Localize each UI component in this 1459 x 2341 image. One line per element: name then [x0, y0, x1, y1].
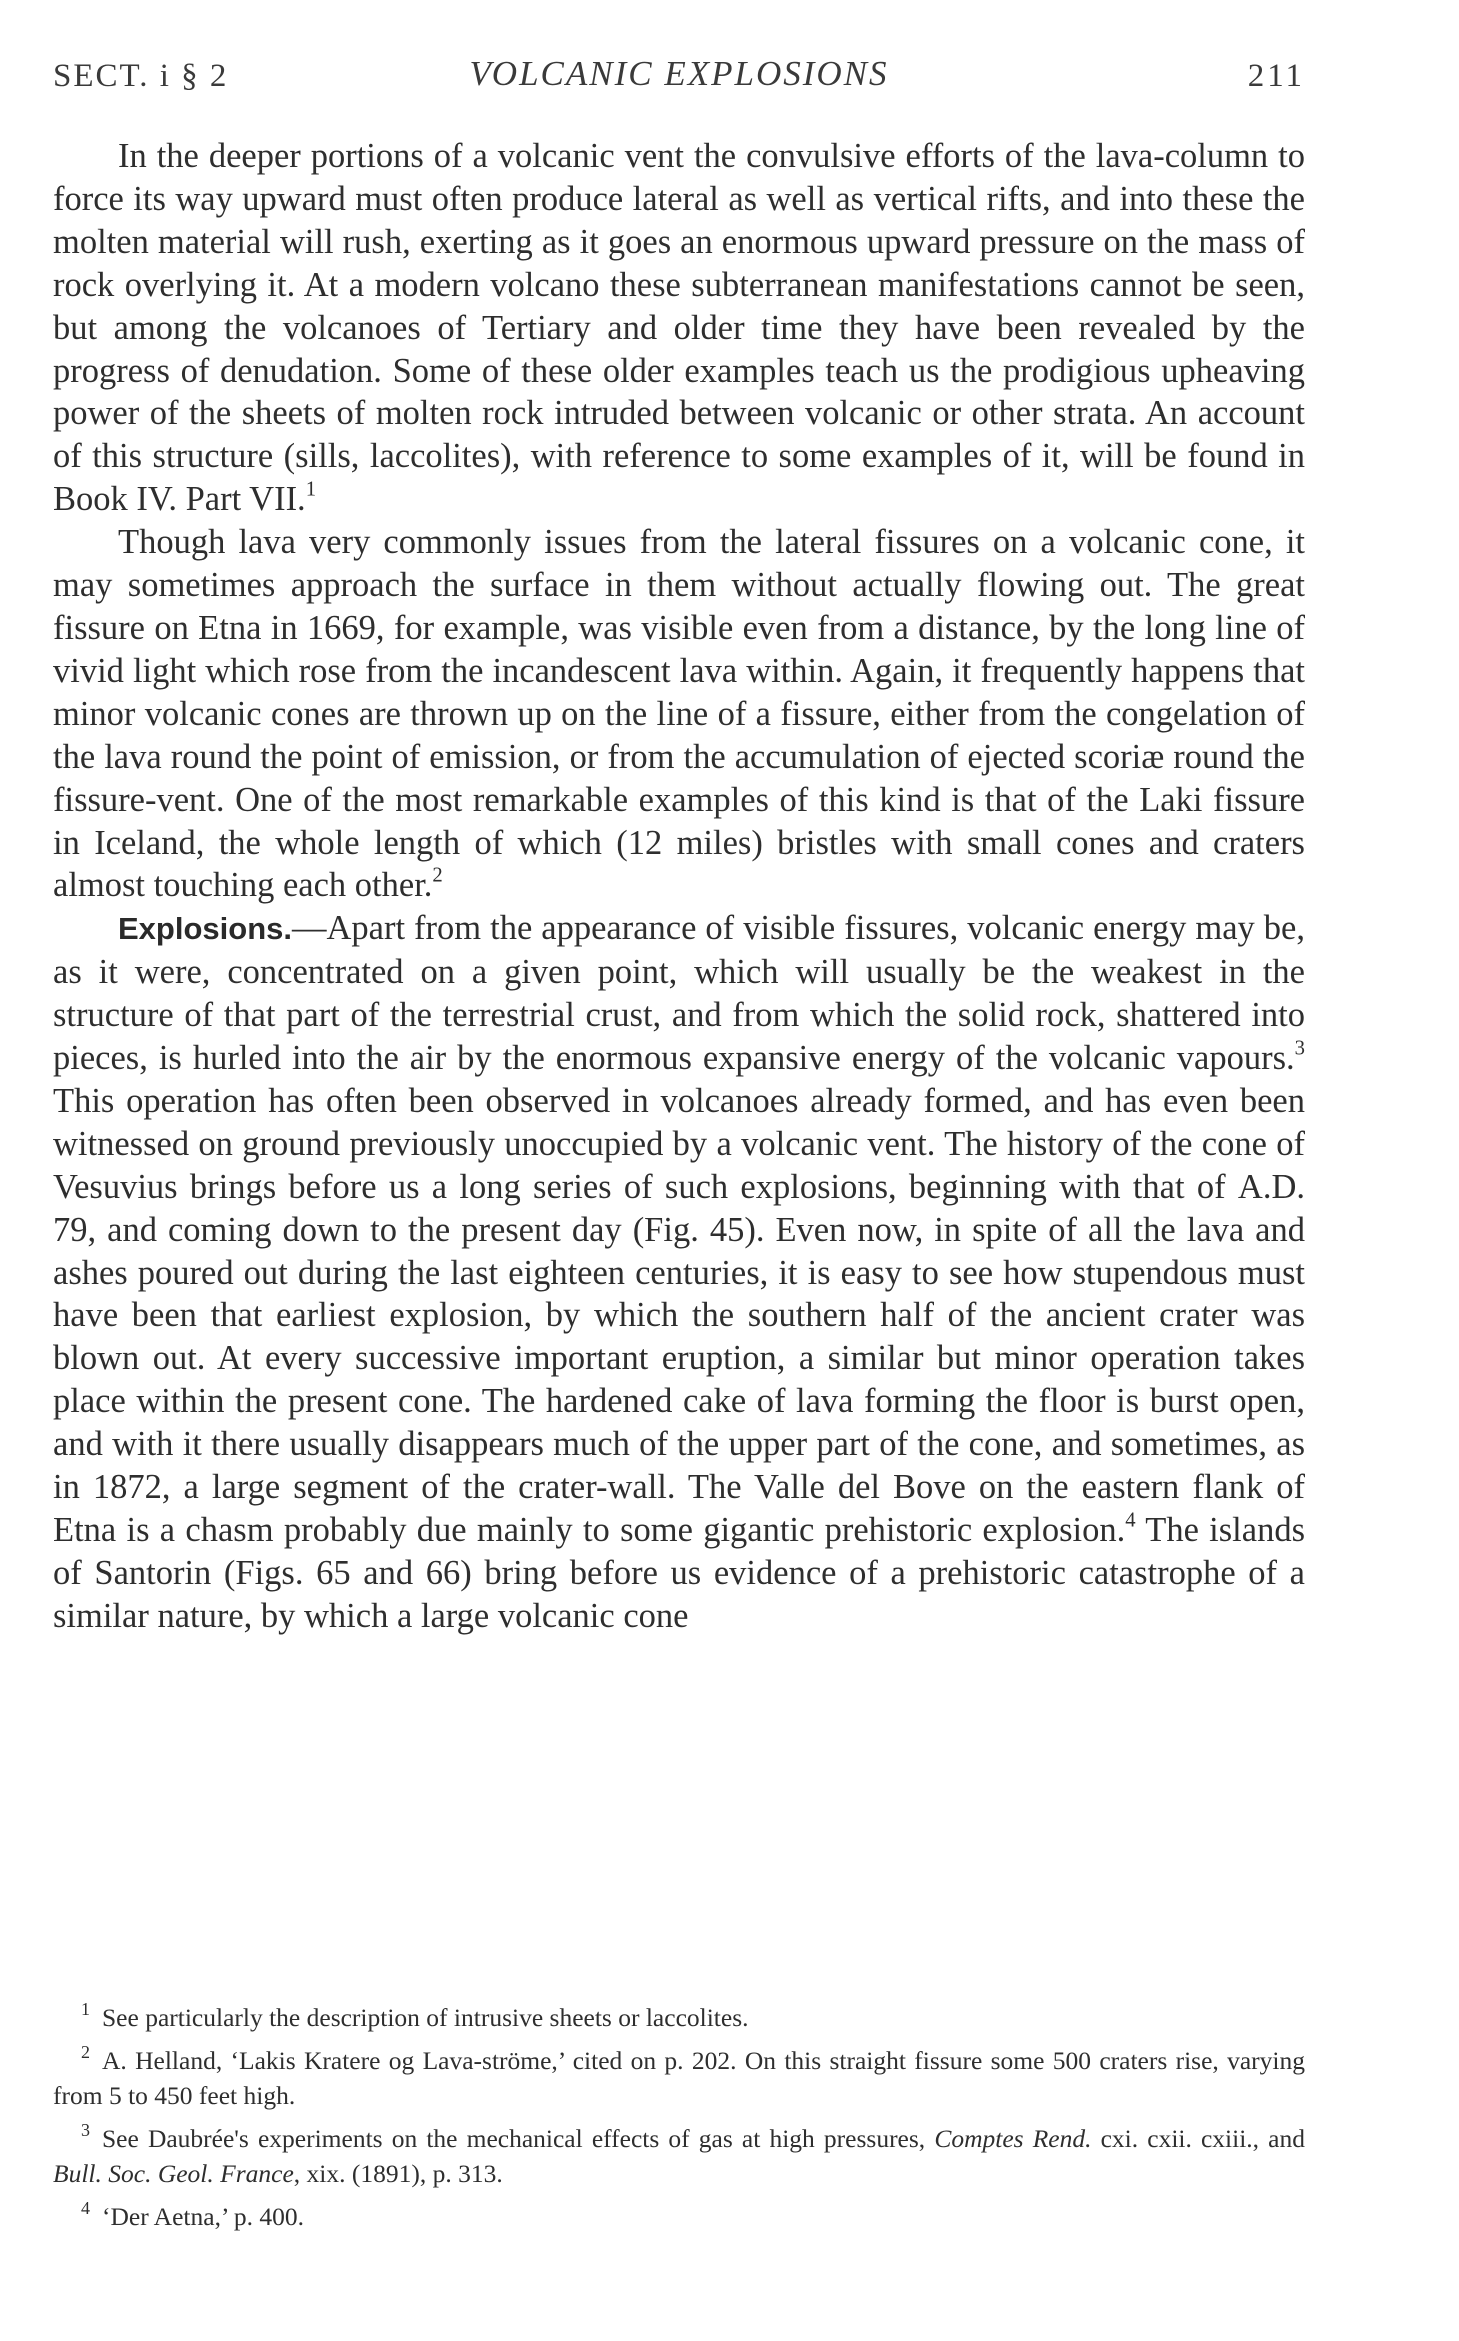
- footnote: [53, 2035, 1305, 2113]
- page-number: 211: [1247, 58, 1305, 94]
- footnote-text: See Daubrée's experiments on the mechanical effects of gas at high pressures,: [102, 2124, 935, 2154]
- paragraph-text: Though lava very commonly issues from the lateral fissures on a volcanic cone, it may sometimes approach the surface in them without actually flowing out. The great fissure on Etna in 1669, for example, was visible even from a distance, by the long line of vivid light which rose from the incandescent lava within. Again, it frequently happens that minor volcanic cones are thrown up on the line of a fissure, either from the congelation of the lava round the point of emission, or from the accumulation of ejected scoriæ round the fissure-vent. One of the most remarkable examples of this kind is that of the Laki fissure in Iceland, the whole length of which (12 miles) bristles with small cones and craters almost touching each other.: [53, 523, 1305, 905]
- footnote-number: 3: [81, 2120, 90, 2141]
- section-marker: SECT. i § 2: [53, 58, 229, 94]
- footnote-number: 2: [81, 2042, 90, 2063]
- paragraph: [53, 521, 1305, 907]
- footnote-ref[interactable]: 3: [1294, 1037, 1305, 1060]
- footnote-number: 4: [81, 2198, 90, 2219]
- journal-title: Bull. Soc. Geol. France: [53, 2158, 294, 2188]
- section-heading: Explosions.: [118, 911, 292, 947]
- footnote-text: cxi. cxii. cxiii., and: [1091, 2124, 1306, 2154]
- footnote: [53, 2191, 1305, 2234]
- footnote-ref[interactable]: 4: [1125, 1509, 1136, 1532]
- footnote-text: , xix. (1891), p. 313.: [293, 2158, 503, 2188]
- paragraph-text: —Apart from the appearance of visible fissures, volcanic energy may be, as it were, concentrated on a given point, which will usually be the weakest in the structure of that part of the terrestrial crust, and from which the solid rock, shattered into pieces, is hurled into the air by the enormous expansive energy of the volcanic vapours.: [53, 909, 1305, 1078]
- paragraph: [53, 135, 1305, 521]
- paragraph-text: The islands of Santorin (Figs. 65 and 66) bring before us evidence of a prehistoric catastrophe of a similar nature, by which a large volcanic cone: [53, 1511, 1306, 1635]
- journal-title: Comptes Rend.: [934, 2124, 1092, 2154]
- footnote: [53, 2113, 1305, 2191]
- footnote-ref[interactable]: 1: [305, 478, 317, 501]
- footnote-text: See particularly the description of intrusive sheets or laccolites.: [102, 2002, 749, 2032]
- footnotes: [53, 1992, 1305, 2235]
- paragraph-text: In the deeper portions of a volcanic vent the convulsive efforts of the lava-column to force its way upward must often produce lateral as well as vertical rifts, and into these the molten material will rush, exerting as it goes an enormous upward pressure on the mass of rock overlying it. At a modern volcano these subterranean manifestations cannot be seen, but among the volcanoes of Tertiary and older time they have been revealed by the progress of denudation. Some of these older examples teach us the prodigious upheaving power of the sheets of molten rock intruded between volcanic or other strata. An account of this structure (sills, laccolites), with reference to some examples of it, will be found in Book IV. Part VII.: [53, 137, 1305, 519]
- era-abbreviation: A.D.: [1237, 1167, 1305, 1206]
- footnote-number: 1: [81, 1999, 90, 2019]
- footnote: [53, 1992, 1305, 2035]
- chapter-title: VOLCANIC EXPLOSIONS: [469, 54, 889, 93]
- paragraph: [53, 907, 1305, 1637]
- footnote-text: ‘Der Aetna,’ p. 400.: [102, 2202, 305, 2232]
- body-text: [53, 135, 1305, 1638]
- footnote-text: A. Helland, ‘Lakis Kratere og Lava-ströme,’ cited on p. 202. On this straight fissure some 500 craters rise, varying from 5 to 450 feet high.: [53, 2046, 1305, 2110]
- paragraph-text: This operation has often been observed in volcanoes already formed, and has even been witnessed on ground previously unoccupied by a volcanic vent. The history of the cone of Vesuvius brings before us a long series of such explosions, beginning with that of: [53, 1081, 1305, 1206]
- running-head: [53, 48, 1305, 108]
- footnote-ref[interactable]: 2: [432, 864, 443, 887]
- paragraph-text: 79, and coming down to the present day (Fig. 45). Even now, in spite of all the lava and ashes poured out during the last eighteen centuries, it is easy to see how stupendous must have been that earliest explosion, by which the southern half of the ancient crater was blown out. At every successive important eruption, a similar but minor operation takes place within the present cone. The hardened cake of lava forming the floor is burst open, and with it there usually disappears much of the upper part of the cone, and sometimes, as in 1872, a large segment of the crater-wall. The Valle del Bove on the eastern flank of Etna is a chasm probably due mainly to some gigantic prehistoric explosion.: [53, 1210, 1305, 1549]
